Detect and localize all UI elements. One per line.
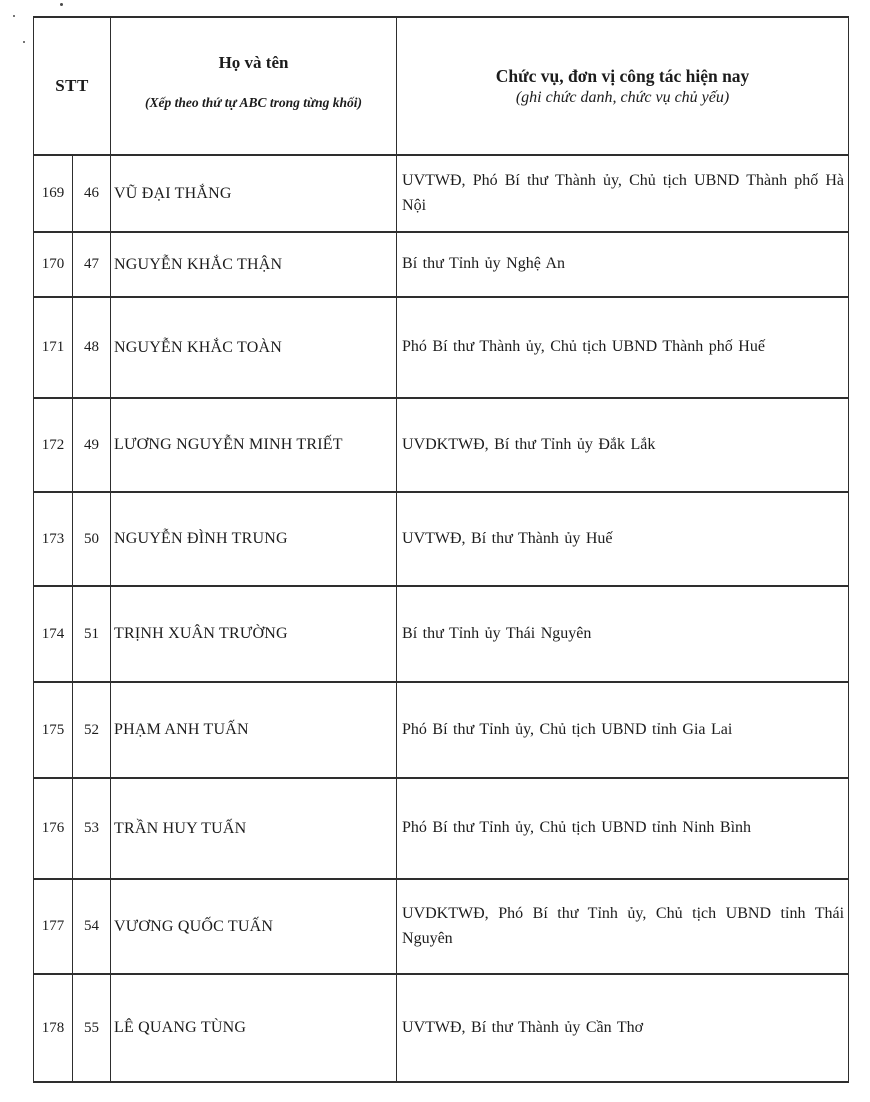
row-number-cell: 177 <box>34 879 73 974</box>
name-cell: TRẦN HUY TUẤN <box>111 778 397 879</box>
position-cell: UVDKTWĐ, Bí thư Tỉnh ủy Đắk Lắk <box>397 398 849 492</box>
row-number-cell: 171 <box>34 297 73 398</box>
header-name-subtitle: (Xếp theo thứ tự ABC trong từng khối) <box>145 94 362 110</box>
header-name <box>111 17 397 155</box>
table-body <box>34 155 849 1082</box>
name-cell: PHẠM ANH TUẤN <box>111 682 397 778</box>
name-cell: NGUYỄN ĐÌNH TRUNG <box>111 492 397 586</box>
sub-number-cell: 49 <box>73 398 111 492</box>
sub-number-cell: 47 <box>73 232 111 297</box>
row-number-cell: 174 <box>34 586 73 682</box>
sub-number-cell: 52 <box>73 682 111 778</box>
name-cell: VŨ ĐẠI THẮNG <box>111 155 397 232</box>
position-cell: UVTWĐ, Bí thư Thành ủy Cần Thơ <box>397 974 849 1082</box>
table-row <box>34 586 849 682</box>
table-row <box>34 232 849 297</box>
name-cell: TRỊNH XUÂN TRƯỜNG <box>111 586 397 682</box>
scan-speck <box>23 41 25 43</box>
table-row <box>34 398 849 492</box>
row-number-cell: 178 <box>34 974 73 1082</box>
table-row <box>34 492 849 586</box>
position-cell: Phó Bí thư Tỉnh ủy, Chủ tịch UBND tỉnh Gia Lai <box>397 682 849 778</box>
sub-number-cell: 48 <box>73 297 111 398</box>
row-number-cell: 172 <box>34 398 73 492</box>
table-row <box>34 778 849 879</box>
position-cell: Bí thư Tỉnh ủy Nghệ An <box>397 232 849 297</box>
name-cell: VƯƠNG QUỐC TUẤN <box>111 879 397 974</box>
row-number-cell: 176 <box>34 778 73 879</box>
table-row <box>34 974 849 1082</box>
table-row <box>34 297 849 398</box>
sub-number-cell: 53 <box>73 778 111 879</box>
position-cell: Phó Bí thư Thành ủy, Chủ tịch UBND Thành phố Huế <box>397 297 849 398</box>
sub-number-cell: 55 <box>73 974 111 1082</box>
table-row <box>34 682 849 778</box>
header-row <box>34 17 849 155</box>
position-cell: UVTWĐ, Phó Bí thư Thành ủy, Chủ tịch UBND Thành phố Hà Nội <box>397 155 849 232</box>
position-cell: UVDKTWĐ, Phó Bí thư Tỉnh ủy, Chủ tịch UBND tỉnh Thái Nguyên <box>397 879 849 974</box>
row-number-cell: 173 <box>34 492 73 586</box>
officials-table <box>33 16 849 1083</box>
row-number-cell: 169 <box>34 155 73 232</box>
header-name-title: Họ và tên <box>218 53 289 73</box>
header-stt <box>34 17 111 155</box>
header-position <box>397 17 849 155</box>
row-number-cell: 170 <box>34 232 73 297</box>
header-stt-label: STT <box>55 76 89 95</box>
row-number-cell: 175 <box>34 682 73 778</box>
header-position-title: Chức vụ, đơn vị công tác hiện nay <box>495 65 750 86</box>
name-cell: NGUYỄN KHẮC TOÀN <box>111 297 397 398</box>
table-row <box>34 879 849 974</box>
table-header <box>34 17 849 155</box>
header-position-subtitle: (ghi chức danh, chức vụ chủ yếu) <box>515 88 730 106</box>
sub-number-cell: 50 <box>73 492 111 586</box>
name-cell: LÊ QUANG TÙNG <box>111 974 397 1082</box>
scan-speck <box>13 15 15 17</box>
sub-number-cell: 54 <box>73 879 111 974</box>
name-cell: LƯƠNG NGUYỄN MINH TRIẾT <box>111 398 397 492</box>
sub-number-cell: 51 <box>73 586 111 682</box>
sub-number-cell: 46 <box>73 155 111 232</box>
position-cell: Phó Bí thư Tỉnh ủy, Chủ tịch UBND tỉnh Ninh Bình <box>397 778 849 879</box>
position-cell: UVTWĐ, Bí thư Thành ủy Huế <box>397 492 849 586</box>
scan-speck <box>60 3 63 6</box>
position-cell: Bí thư Tỉnh ủy Thái Nguyên <box>397 586 849 682</box>
table-row <box>34 155 849 232</box>
name-cell: NGUYỄN KHẮC THẬN <box>111 232 397 297</box>
